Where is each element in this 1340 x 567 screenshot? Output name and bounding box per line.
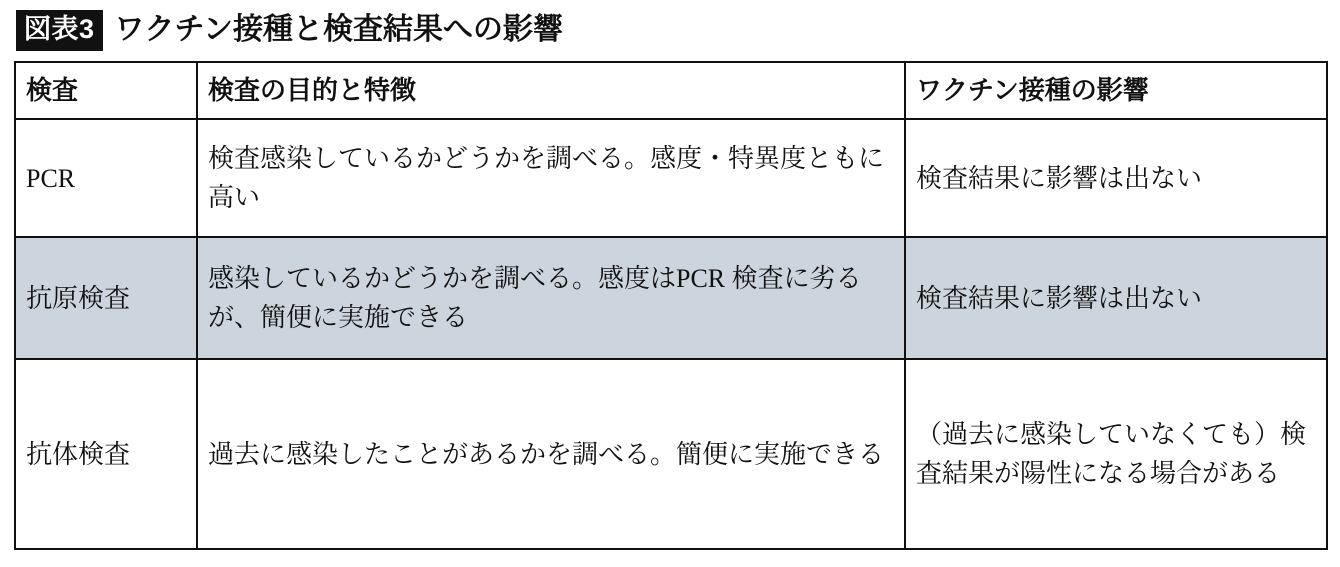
- cell-test-name: 抗体検査: [15, 359, 197, 549]
- cell-description: 検査感染しているかどうかを調べる。感度・特異度ともに高い: [197, 119, 905, 237]
- cell-vaccine-effect: （過去に感染していなくても）検査結果が陽性になる場合がある: [905, 359, 1327, 549]
- table-body: [15, 119, 1327, 549]
- cell-vaccine-effect: 検査結果に影響は出ない: [905, 237, 1327, 359]
- table-header-row: [15, 62, 1327, 119]
- cell-description: 過去に感染したことがあるかを調べる。簡便に実施できる: [197, 359, 905, 549]
- column-header-purpose: 検査の目的と特徴: [197, 62, 905, 119]
- cell-vaccine-effect: 検査結果に影響は出ない: [905, 119, 1327, 237]
- figure-number-badge: 図表3: [16, 10, 103, 51]
- table-header: [15, 62, 1327, 119]
- cell-description: 感染しているかどうかを調べる。感度はPCR 検査に劣るが、簡便に実施できる: [197, 237, 905, 359]
- column-header-test: 検査: [15, 62, 197, 119]
- table-row: [15, 237, 1327, 359]
- table-row: [15, 119, 1327, 237]
- comparison-table: [14, 61, 1328, 550]
- cell-test-name: PCR: [15, 119, 197, 237]
- column-header-vaccine-effect: ワクチン接種の影響: [905, 62, 1327, 119]
- page-title: ワクチン接種と検査結果への影響: [114, 13, 564, 46]
- table-row: [15, 359, 1327, 549]
- cell-test-name: 抗原検査: [15, 237, 197, 359]
- figure-title-row: [14, 8, 1326, 52]
